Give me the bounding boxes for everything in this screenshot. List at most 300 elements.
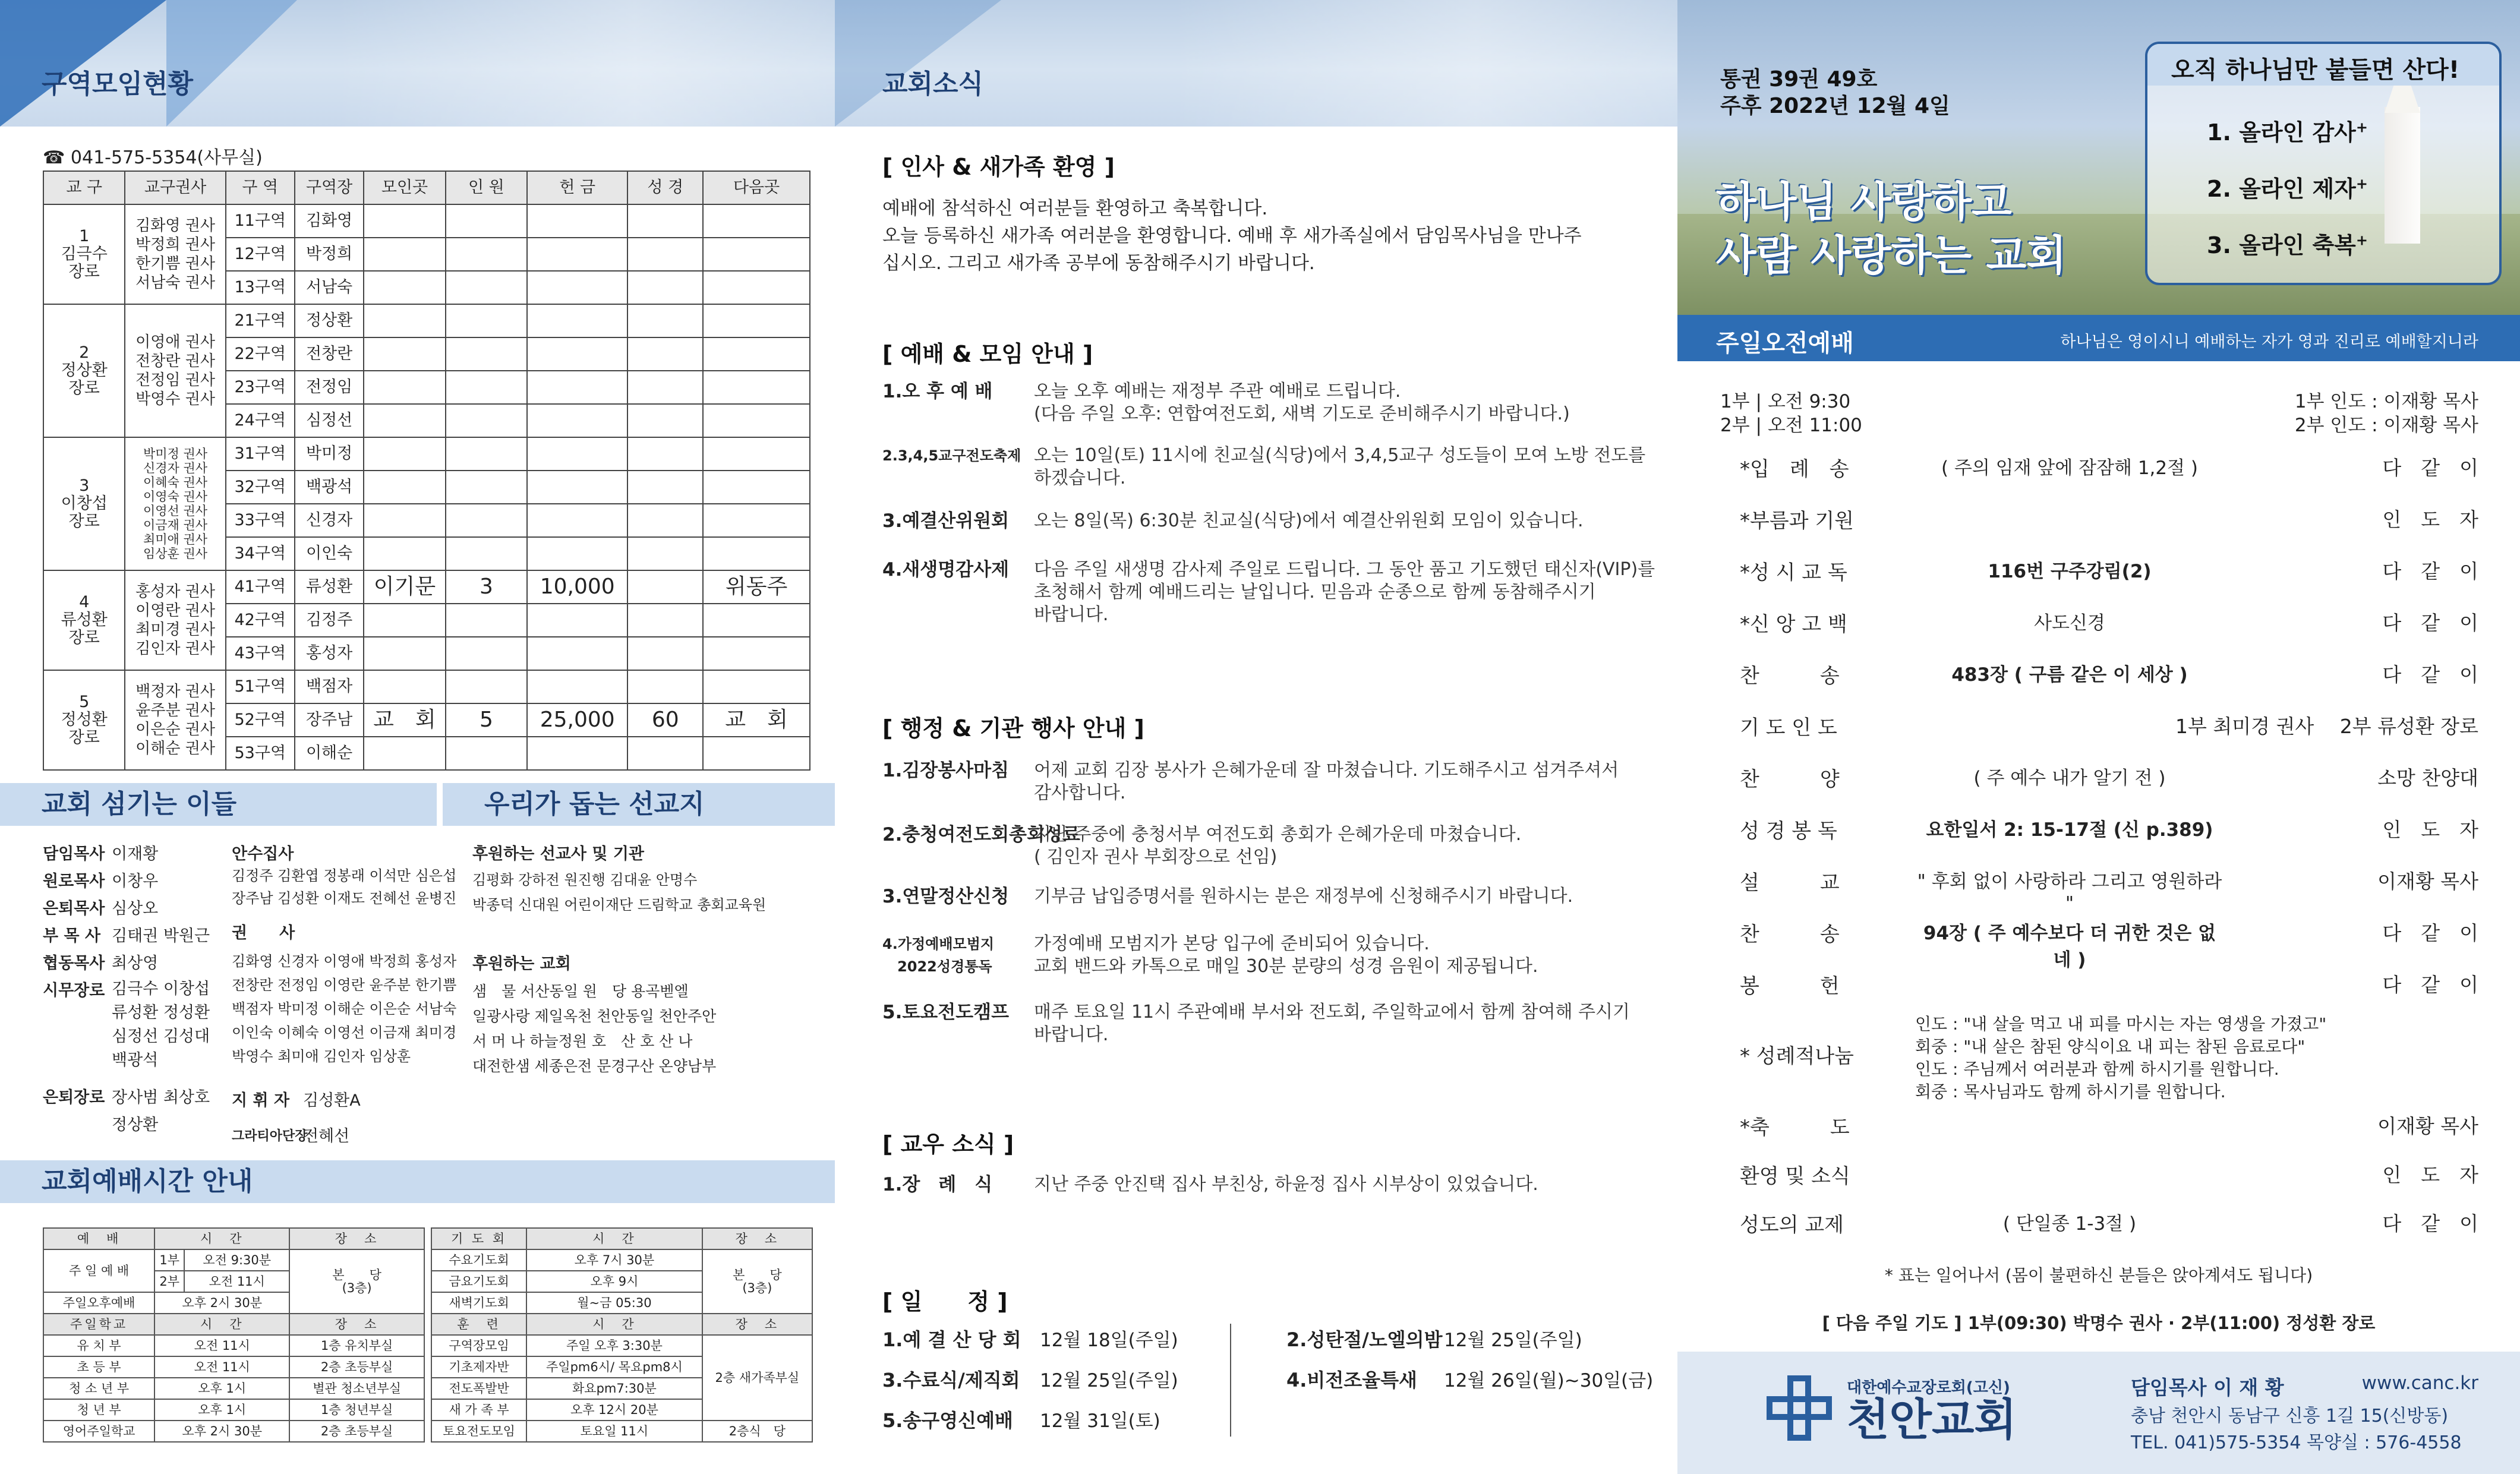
motto-text: 3. 올라인 축복 (2207, 232, 2356, 258)
table-cell: 41구역 (226, 570, 295, 604)
service-leader-1: 1부 인도 : 이재황 목사 (2294, 391, 2478, 412)
volume: 통권 39권 49호 (1720, 67, 1878, 91)
communion-line: 회중 : "내 살은 참된 양식이요 내 피는 참된 음료로다" (1915, 1037, 2305, 1056)
notice-label: 2.3,4,5교구전도축제 (882, 447, 1021, 464)
table-cell (627, 504, 703, 537)
deacon-names: 김정주 김환엽 정봉래 이석만 심은섭 (232, 867, 457, 884)
table-cell (446, 670, 527, 703)
motto-plus: + (2355, 119, 2368, 136)
table-cell (527, 437, 627, 471)
table-cell: 장주남 (295, 703, 364, 737)
order-content: " 후회 없이 사랑하라 그리고 영원하라 " (1917, 871, 2222, 914)
order-content: 사도신경 (2034, 613, 2105, 634)
table-cell (446, 404, 527, 437)
order-leader: 1부 최미경 권사 2부 류성환 장로 (2175, 715, 2478, 738)
table-cell (364, 337, 445, 371)
support-church-label: 후원하는 교회 (472, 955, 571, 973)
table-cell: 12구역 (226, 238, 295, 271)
table-cell (446, 337, 527, 371)
kwonsa-names: 김화영 신경자 이영애 박정희 홍성자 (232, 953, 457, 970)
table-cell (364, 737, 445, 770)
notice-label: 2.충청여전도회총회성료 (882, 824, 1080, 845)
school-col-header: 장 소 (289, 1314, 424, 1335)
district-name: 1 김극수 장로 (43, 204, 125, 304)
table-cell (527, 504, 627, 537)
kwonsa-name: 이혜숙 권사 (143, 475, 208, 490)
table-cell: 이해순 (295, 737, 364, 770)
table-cell (364, 271, 445, 304)
website[interactable]: www.canc.kr (2361, 1372, 2478, 1394)
worship-info-title: [ 예배 & 모임 안내 ] (882, 341, 1093, 367)
table-cell: 10,000 (527, 570, 627, 604)
table-cell: 전창란 (295, 337, 364, 371)
kwonsa-name: 김인자 권사 (135, 640, 215, 658)
elder-names: 심정선 김성대 (112, 1027, 210, 1046)
server-name: 이재황 (112, 845, 159, 863)
table-cell: 백광석 (295, 471, 364, 504)
district-col-header: 성 경 (627, 171, 703, 204)
table-cell: 52구역 (226, 703, 295, 737)
table-cell: 5 (446, 703, 527, 737)
motto-text: 2. 올라인 제자 (2207, 176, 2356, 202)
prayer-place: 본 당 (3층) (702, 1249, 812, 1314)
support-org-names: 박종덕 신대원 어린이재단 드림학교 총회교육원 (472, 897, 767, 913)
server-role: 원로목사 (43, 872, 105, 891)
notice-label: 4.새생명감사제 (882, 559, 1010, 580)
kwonsa-name: 이영애 권사 (135, 333, 215, 351)
table-cell: 33구역 (226, 504, 295, 537)
conductor-label: 지 휘 자 (232, 1091, 290, 1110)
school-name: 청 소 년 부 (43, 1378, 154, 1399)
church-logo-icon (1767, 1375, 1832, 1441)
schedule-label: 2.성탄절/노엘의밤 (1286, 1328, 1443, 1351)
news-panel (835, 0, 1677, 1474)
table-cell (446, 437, 527, 471)
table-cell (527, 737, 627, 770)
table-cell (364, 637, 445, 670)
worship-name: 주일오후예배 (43, 1292, 154, 1314)
kwonsa-name: 최미경 권사 (135, 621, 215, 639)
table-cell (627, 471, 703, 504)
schedule-label: 3.수료식/제직회 (882, 1369, 1020, 1391)
prayer-name: 수요기도회 (431, 1249, 526, 1271)
order-name: 봉 헌 (1740, 974, 1840, 998)
table-cell (627, 404, 703, 437)
school-name: 영어주일학교 (43, 1421, 154, 1442)
school-col-header: 주일학교 (43, 1314, 154, 1335)
table-cell (703, 637, 810, 670)
service-verse: 하나님은 영이시니 예배하는 자가 영과 진리로 예배할지니라 (2060, 333, 2478, 351)
table-cell (627, 537, 703, 570)
table-cell (627, 371, 703, 404)
table-cell (446, 537, 527, 570)
notice-text: 어제 교회 김장 봉사가 은혜가운데 잘 마쳤습니다. 기도해주시고 섬겨주셔서 감사합니다. (1034, 760, 1619, 803)
table-cell (627, 637, 703, 670)
prayer-time: 오후 9시 (526, 1271, 702, 1292)
communion-line: 인도 : 주님께서 여러분과 함께 하시기를 원합니다. (1915, 1059, 2279, 1079)
church-name: 천안교회 (1847, 1394, 2017, 1445)
school-name: 초 등 부 (43, 1356, 154, 1378)
notice-text: 매주 토요일 11시 주관예배 부서와 전도회, 주일학교에서 함께 참여해 주시기 바랍니다. (1034, 1002, 1630, 1045)
worship-time: 오후 2시 30분 (154, 1292, 289, 1314)
kwonsa-name: 이금재 권사 (143, 518, 208, 532)
table-cell (527, 604, 627, 637)
schedule-label: 5.송구영신예배 (882, 1409, 1013, 1432)
table-cell (364, 404, 445, 437)
motto-text: 1. 올라인 감사 (2207, 119, 2356, 146)
order-leader: 다 같 이 (2382, 973, 2478, 996)
table-cell: 홍성자 (295, 637, 364, 670)
table-cell: 교 회 (703, 703, 810, 737)
servers-title: 교회 섬기는 이들 (0, 783, 437, 826)
order-leader: 인 도 자 (2382, 508, 2478, 531)
server-role: 부 목 사 (43, 927, 101, 945)
district-name: 3 이창섭 장로 (43, 437, 125, 570)
service-leader-2: 2부 인도 : 이재황 목사 (2294, 415, 2478, 436)
deacon-names: 장주남 김성환 이재도 전혜선 윤병진 (232, 890, 457, 907)
order-name: 환영 및 소식 (1740, 1164, 1850, 1188)
table-cell (703, 537, 810, 570)
worship-place: 본 당 (3층) (289, 1249, 424, 1314)
table-cell (364, 371, 445, 404)
order-panel (1677, 0, 2520, 1474)
district-col-header: 교 구 (43, 171, 125, 204)
notice-text: 기부금 납입증명서를 원하시는 분은 재정부에 신청해주시기 바랍니다. (1034, 886, 1573, 907)
table-cell (703, 271, 810, 304)
order-leader: 다 같 이 (2382, 1212, 2478, 1235)
next-prayer: [ 다음 주일 기도 ] 1부(09:30) 박명수 권사 · 2부(11:00) 정성환 장로 (1822, 1313, 2376, 1333)
table-cell (446, 737, 527, 770)
district-kwonsa (125, 437, 225, 570)
date: 주후 2022년 12월 4일 (1720, 94, 1950, 118)
table-cell (364, 437, 445, 471)
school-time: 오후 1시 (154, 1378, 289, 1399)
support-church-names: 대전한샘 세종은전 문경구산 온양남부 (472, 1058, 717, 1075)
table-cell (627, 304, 703, 337)
training-col-header: 훈 련 (431, 1314, 526, 1335)
table-cell (364, 537, 445, 570)
notice-text: 다음 주일 새생명 감사제 주일로 드립니다. 그 동안 품고 기도했던 태신자(VIP)를 초청해서 함께 예배드리는 날입니다. 믿음과 순종으로 함께 동참해주시기 바랍니다. (1034, 559, 1655, 625)
table-cell (527, 371, 627, 404)
server-role: 담임목사 (43, 845, 105, 863)
table-cell (527, 670, 627, 703)
order-leader: 이재황 목사 (2377, 870, 2478, 893)
notice-text: 오는 8일(목) 6:30분 친교실(식당)에서 예결산위원회 모임이 있습니다. (1034, 510, 1584, 531)
table-cell (627, 204, 703, 238)
worship-col-header: 시 간 (154, 1228, 289, 1249)
table-cell (527, 637, 627, 670)
table-cell (627, 604, 703, 637)
table-cell: 이기문 (364, 570, 445, 604)
order-name: 성 경 봉 독 (1740, 819, 1837, 843)
table-cell (703, 471, 810, 504)
school-name: 유 치 부 (43, 1335, 154, 1356)
training-name: 토요전도모임 (431, 1421, 526, 1442)
table-cell (527, 238, 627, 271)
table-cell (364, 204, 445, 238)
table-cell (527, 204, 627, 238)
table-cell (703, 304, 810, 337)
kwonsa-name: 박영수 권사 (135, 390, 215, 408)
missions-title: 우리가 돕는 선교지 (443, 783, 835, 826)
elder-names: 김극수 이창섭 (112, 980, 210, 998)
support-church-names: 서 머 나 하늘정원 호 산 호 산 나 (472, 1033, 693, 1050)
greeting-title: [ 인사 & 새가족 환영 ] (882, 154, 1115, 180)
worship-table (43, 1227, 425, 1443)
order-name: *축 도 (1740, 1116, 1850, 1140)
news-header: 교회소식 (882, 69, 984, 99)
school-time: 오전 11시 (154, 1335, 289, 1356)
kwonsa-name: 박정희 권사 (135, 236, 215, 254)
district-col-header: 구역장 (295, 171, 364, 204)
notice-text: 오는 10일(토) 11시에 친교실(식당)에서 3,4,5교구 성도들이 모여 노방 전도를 하겠습니다. (1034, 445, 1646, 488)
notice-label: 4.가정예배모범지 2022성경통독 (882, 936, 995, 975)
table-cell: 23구역 (226, 371, 295, 404)
table-cell: 교 회 (364, 703, 445, 737)
table-cell: 22구역 (226, 337, 295, 371)
order-content: 요한일서 2: 15-17절 (신 p.389) (1926, 819, 2213, 841)
district-kwonsa (125, 204, 225, 304)
kwonsa-name: 윤주분 권사 (135, 702, 215, 719)
worship-time: 오전 11시 (184, 1271, 289, 1292)
table-cell: 심정선 (295, 404, 364, 437)
table-row (43, 1356, 424, 1378)
table-cell: 백점자 (295, 670, 364, 703)
kwonsa-name: 이영란 권사 (135, 602, 215, 620)
school-name: 청 년 부 (43, 1399, 154, 1421)
order-content: 483장 ( 구름 같은 이 세상 ) (1951, 664, 2188, 686)
school-place: 1층 유치부실 (289, 1335, 424, 1356)
table-cell: 김정주 (295, 604, 364, 637)
worship-part: 1부 (154, 1249, 184, 1271)
communion-line: 회중 : 목사님과도 함께 하시기를 원합니다. (1915, 1082, 2226, 1101)
admin-title: [ 행정 & 기관 행사 안내 ] (882, 715, 1144, 741)
order-leader: 다 같 이 (2382, 611, 2478, 635)
table-cell (703, 737, 810, 770)
kwonsa-name: 임상훈 권사 (143, 547, 208, 561)
table-cell: 류성환 (295, 570, 364, 604)
table-cell (364, 238, 445, 271)
communion-line: 인도 : "내 살을 먹고 내 피를 마시는 자는 영생을 가졌고" (1915, 1014, 2327, 1034)
training-col-header: 장 소 (702, 1314, 812, 1335)
training-name: 새 가 족 부 (431, 1399, 526, 1421)
order-name: 설 교 (1740, 871, 1840, 895)
service-title: 주일오전예배 (1716, 330, 1854, 357)
table-cell (627, 437, 703, 471)
school-time: 오전 11시 (154, 1356, 289, 1378)
kwonsa-name: 한기쁨 권사 (135, 255, 215, 273)
school-time: 오후 1시 (154, 1399, 289, 1421)
school-place: 1층 청년부실 (289, 1399, 424, 1421)
conductor-name: 김성환A (303, 1091, 361, 1110)
table-cell (703, 204, 810, 238)
table-cell (527, 537, 627, 570)
order-name: *부름과 기원 (1740, 509, 1854, 533)
district-col-header: 다음곳 (703, 171, 810, 204)
slogan-2: 사람 사랑하는 교회 (1716, 231, 2067, 280)
training-time: 화요pm7:30분 (526, 1378, 702, 1399)
table-row (43, 437, 810, 471)
district-panel (0, 0, 835, 1474)
schedule-date: 12월 18일(주일) (1040, 1330, 1178, 1351)
retired-names: 정상환 (112, 1116, 159, 1134)
table-cell: 24구역 (226, 404, 295, 437)
worship-title: 교회예배시간 안내 (0, 1160, 835, 1203)
worship-col-header: 장 소 (289, 1228, 424, 1249)
schedule-label: 1.예 결 산 당 회 (882, 1328, 1021, 1351)
order-content: 94장 ( 주 예수보다 더 귀한 것은 없네 ) (1923, 923, 2216, 971)
kwonsa-name: 전정임 권사 (135, 371, 215, 389)
member-news-title: [ 교우 소식 ] (882, 1131, 1014, 1157)
table-cell (627, 670, 703, 703)
table-cell (703, 238, 810, 271)
table-row (43, 1335, 424, 1356)
table-row (431, 1228, 812, 1249)
order-leader: 이재황 목사 (2377, 1115, 2478, 1138)
server-role: 협동목사 (43, 954, 105, 973)
training-time: 주일pm6시/ 목요pm8시 (526, 1356, 702, 1378)
schedule-label: 4.비전조율특새 (1286, 1369, 1417, 1391)
table-cell: 32구역 (226, 471, 295, 504)
table-cell: 박미정 (295, 437, 364, 471)
table-cell: 13구역 (226, 271, 295, 304)
table-row (43, 1421, 424, 1442)
district-col-header: 헌 금 (527, 171, 627, 204)
table-row (431, 1314, 812, 1335)
service-time-2: 2부 | 오전 11:00 (1720, 415, 1862, 436)
table-cell: 60 (627, 703, 703, 737)
table-cell (627, 337, 703, 371)
table-cell (703, 404, 810, 437)
retired-label: 은퇴장로 (43, 1088, 105, 1107)
training-time: 토요일 11시 (526, 1421, 702, 1442)
table-cell: 위동주 (703, 570, 810, 604)
motto-box (2145, 42, 2502, 285)
district-kwonsa (125, 570, 225, 670)
worship-part: 2부 (154, 1271, 184, 1292)
table-cell (446, 204, 527, 238)
table-row (431, 1249, 812, 1271)
table-cell: 53구역 (226, 737, 295, 770)
notice-label: 3.예결산위원회 (882, 510, 1010, 532)
prayer-table (431, 1227, 813, 1443)
prayer-time: 월~금 05:30 (526, 1292, 702, 1314)
school-time: 오후 2시 30분 (154, 1421, 289, 1442)
table-cell: 신경자 (295, 504, 364, 537)
schedule-date: 12월 25일(주일) (1444, 1330, 1582, 1351)
table-cell (627, 271, 703, 304)
table-cell (364, 471, 445, 504)
order-leader: 인 도 자 (2382, 818, 2478, 841)
office-phone: ☎ 041-575-5354(사무실) (43, 147, 263, 168)
server-role: 은퇴목사 (43, 899, 105, 918)
training-name: 기초제자반 (431, 1356, 526, 1378)
notice-label: 3.연말정산신청 (882, 886, 1010, 907)
table-cell (527, 337, 627, 371)
telephone: TEL. 041)575-5354 목양실 : 576-4558 (2131, 1432, 2462, 1453)
schedule-date: 12월 26일(월)~30일(금) (1444, 1370, 1654, 1391)
address: 충남 천안시 동남구 신흥 1길 15(신방동) (2131, 1406, 2449, 1426)
district-col-header: 인 원 (446, 171, 527, 204)
order-leader: 다 같 이 (2382, 921, 2478, 945)
support-church-names: 일광사랑 제일옥천 천안동일 천안주안 (472, 1008, 717, 1025)
motto-plus: + (2355, 175, 2368, 192)
kwonsa-name: 이은순 권사 (135, 721, 215, 738)
district-name: 4 류성환 장로 (43, 570, 125, 670)
guitar-label: 그라티아단장 (232, 1129, 308, 1144)
table-cell (446, 271, 527, 304)
district-header: 구역모임현황 (42, 69, 194, 99)
training-name: 구역장모임 (431, 1335, 526, 1356)
kwonsa-names: 백점자 박미정 이해순 이은순 서남숙 (232, 1000, 457, 1017)
schedule-divider (1230, 1324, 1231, 1437)
table-row (43, 1399, 424, 1421)
order-leader: 소망 찬양대 (2377, 766, 2478, 790)
table-cell (446, 238, 527, 271)
training-time: 오후 12시 20분 (526, 1399, 702, 1421)
deacons-label: 안수집사 (232, 845, 294, 863)
order-leader: 다 같 이 (2382, 456, 2478, 479)
table-cell (364, 304, 445, 337)
kwonsa-names: 전창란 전정임 이영란 윤주분 한기쁨 (232, 977, 457, 993)
order-name: 성도의 교제 (1740, 1213, 1844, 1237)
kwonsa-name: 신경자 권사 (143, 461, 208, 475)
training-time: 주일 오후 3:30분 (526, 1335, 702, 1356)
worship-name: 주 일 예 배 (43, 1249, 154, 1292)
table-cell (703, 504, 810, 537)
table-cell (364, 604, 445, 637)
table-cell (703, 670, 810, 703)
kwonsa-name: 박미정 권사 (143, 447, 208, 461)
table-row (43, 670, 810, 703)
table-cell (527, 304, 627, 337)
order-name: *성 시 교 독 (1740, 561, 1847, 585)
table-cell (527, 271, 627, 304)
prayer-name: 새벽기도회 (431, 1292, 526, 1314)
order-content: ( 주 예수 내가 알기 전 ) (1973, 768, 2166, 789)
server-name: 이창우 (112, 872, 159, 891)
denomination: 대한예수교장로회(고신) (1847, 1379, 2010, 1397)
table-cell (446, 371, 527, 404)
kwonsa-name: 김화영 권사 (135, 217, 215, 235)
table-cell (527, 471, 627, 504)
order-name: 찬 송 (1740, 664, 1840, 688)
order-name: 찬 양 (1740, 768, 1840, 791)
guitar-name: 전혜선 (303, 1127, 350, 1145)
service-time-1: 1부 | 오전 9:30 (1720, 391, 1851, 412)
schedule-date: 12월 25일(주일) (1040, 1370, 1178, 1391)
prayer-col-header: 시 간 (526, 1228, 702, 1249)
district-name: 2 정상환 장로 (43, 304, 125, 437)
school-place: 별관 청소년부실 (289, 1378, 424, 1399)
table-cell: 31구역 (226, 437, 295, 471)
table-cell (446, 604, 527, 637)
schedule-date: 12월 31일(토) (1040, 1410, 1160, 1432)
prayer-name: 금요기도회 (431, 1271, 526, 1292)
senior-pastor: 담임목사 이 재 황 (2131, 1376, 2284, 1399)
order-name: *입 례 송 (1740, 457, 1849, 481)
kwonsa-names: 이인숙 이혜숙 이영선 이금재 최미경 (232, 1024, 457, 1041)
order-leader: 다 같 이 (2382, 663, 2478, 686)
school-place: 2층 초등부실 (289, 1356, 424, 1378)
district-col-header: 구 역 (226, 171, 295, 204)
table-cell: 11구역 (226, 204, 295, 238)
prayer-col-header: 장 소 (702, 1228, 812, 1249)
training-place: 2층식 당 (702, 1421, 812, 1442)
server-name: 심상오 (112, 899, 159, 918)
notice-label: 1.장 례 식 (882, 1174, 993, 1195)
support-org-names: 김평화 강하전 원진행 김대윤 안명수 (472, 872, 698, 888)
